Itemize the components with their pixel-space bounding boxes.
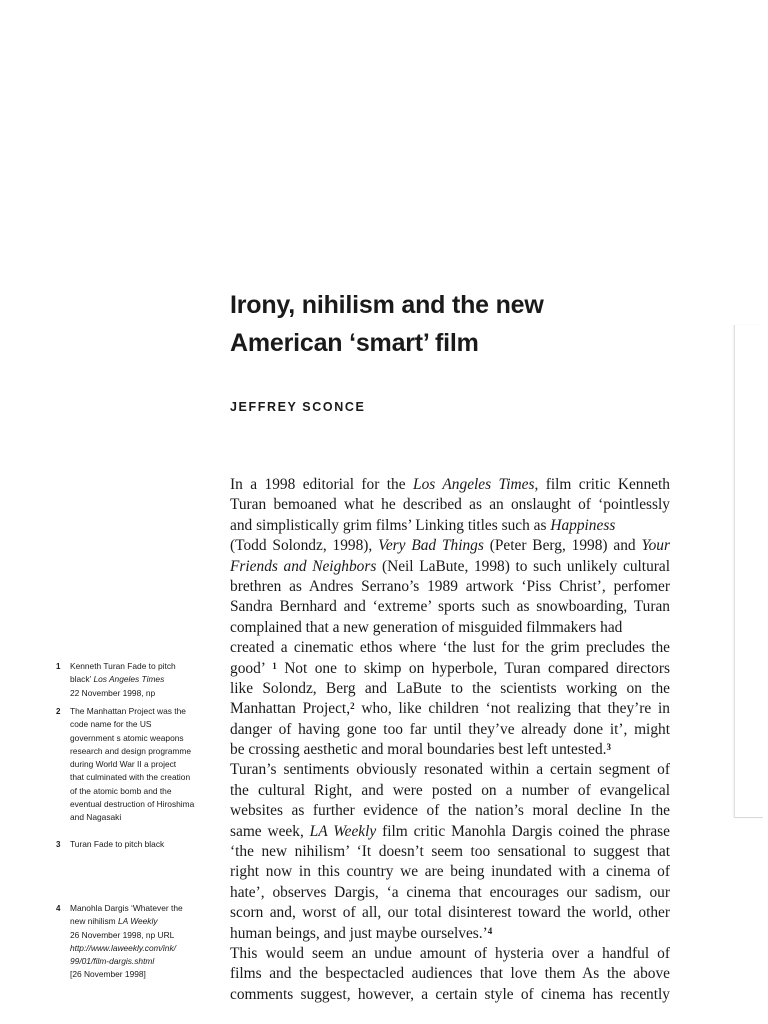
italic-text: Your <box>641 537 670 555</box>
body-line: like Solondz, Berg and LaBute to the scientists working on the <box>230 679 670 697</box>
footnote-line: eventual destruction of Hiroshima <box>70 799 195 810</box>
footnote-line: 26 November 1998, np URL <box>70 929 175 940</box>
footnote-number: 2 <box>56 707 61 716</box>
footnote-marker: 1 <box>272 660 277 671</box>
footnote <box>56 902 216 982</box>
footnote-line: government s atomic weapons <box>70 732 184 743</box>
body-line: comments suggest, however, a certain style of cinema has recently <box>230 985 670 1003</box>
title-line-1: Irony, nihilism and the new <box>230 291 544 319</box>
body-line: Sandra Bernhard and ‘extreme’ sports such as snowboarding, Turan <box>230 598 670 616</box>
footnote-line: during World War II a project <box>70 759 177 770</box>
body-line: scorn and, worst of all, our total disinterest toward the world, other <box>230 904 670 922</box>
footnote-text <box>70 660 216 700</box>
footnote-line: The Manhattan Project was the <box>70 706 186 716</box>
author-name: JEFFREY SCONCE <box>230 400 366 414</box>
title-line-2: American ‘smart’ film <box>230 329 479 357</box>
body-line: In a 1998 editorial for the Los Angeles Times, film critic Kenneth <box>230 476 670 493</box>
italic-text: Friends and Neighbors <box>230 557 377 575</box>
body-line: Manhattan Project,$^2$ who, like children ‘not realizing that they’re in <box>230 700 671 718</box>
footnote-line: research and design programme <box>70 745 192 756</box>
italic-text: Los Angeles Times <box>413 476 535 493</box>
body-line: human beings, and just maybe ourselves.’$^4$ <box>230 924 493 942</box>
footnote-text <box>70 902 216 982</box>
body-line: good’ $^1$ Not one to skimp on hyperbole, Turan compared directors <box>230 659 670 677</box>
footnote-line: [26 November 1998] <box>70 969 146 980</box>
italic-text: LA Weekly <box>117 916 158 927</box>
margin-panel-edge <box>734 325 763 818</box>
footnote-line: that culminated with the creation <box>70 772 191 783</box>
footnote-line: code name for the US <box>70 719 152 730</box>
footnote <box>56 705 216 825</box>
footnote-text <box>70 705 216 825</box>
italic-text: 99/01/film-dargis.shtml <box>70 956 155 967</box>
body-line: films and the bespectacled audiences that love them As the above <box>230 965 670 983</box>
footnote-marker: 2 <box>350 701 355 712</box>
footnote-number: 1 <box>56 662 61 671</box>
italic-text: LA Weekly <box>309 822 377 840</box>
body-line: same week, LA Weekly film critic Manohla Dargis coined the phrase <box>230 822 670 840</box>
footnote <box>56 660 216 700</box>
body-line: created a cinematic ethos where ‘the lust for the grim precludes the <box>230 639 670 657</box>
body-line: brethren as Andres Serrano’s 1989 artwork ‘Piss Christ’, perfomer <box>230 577 670 595</box>
footnote <box>56 838 216 851</box>
body-line: the cultural Right, and were posted on a number of evangelical <box>230 781 670 799</box>
footnote-marker: 3 <box>606 742 612 753</box>
article-title <box>230 286 690 362</box>
footnote-line: and Nagasaki <box>70 812 122 823</box>
body-line: hate’, observes Dargis, ‘a cinema that encourages our sadism, our <box>230 883 670 901</box>
article-body <box>230 475 670 1005</box>
footnote-number: 3 <box>56 840 61 849</box>
footnote-line <box>70 942 216 955</box>
body-line: Friends and Neighbors (Neil LaBute, 1998) to such unlikely cultural <box>230 557 670 575</box>
body-line: be crossing aesthetic and moral boundaries best left untested.$^3$ <box>230 741 612 759</box>
italic-text: Happiness <box>550 516 616 534</box>
body-line: danger of having gone too far until they’ve already done it’, might <box>230 720 670 738</box>
footnote-marker: 4 <box>487 925 493 936</box>
italic-text: http://www.laweekly.com/ink/ <box>70 942 176 953</box>
footnote-number: 4 <box>56 904 61 913</box>
footnote-text <box>70 838 216 851</box>
italic-text: Los Angeles Times <box>93 674 165 685</box>
body-line: (Todd Solondz, 1998), Very Bad Things (Peter Berg, 1998) and Your <box>230 537 670 555</box>
body-line: Turan’s sentiments obviously resonated within a certain segment of <box>230 761 670 779</box>
body-line: ‘the new nihilism’ ‘It doesn’t seem too sensational to suggest that <box>230 843 670 861</box>
footnote-line: 22 November 1998, np <box>70 687 156 698</box>
body-line: Turan bemoaned what he described as an onslaught of ‘pointlessly <box>230 496 670 514</box>
footnote-line: Kenneth Turan Fade to pitch <box>70 661 176 671</box>
footnote-line: Manohla Dargis ‘Whatever the <box>70 903 183 913</box>
body-line: websites as further evidence of the nation’s moral decline In the <box>230 802 670 820</box>
footnote-line <box>70 955 216 968</box>
italic-text: Very Bad Things <box>378 537 484 555</box>
footnote-line: new nihilism LA Weekly <box>70 916 158 927</box>
body-line: This would seem an undue amount of hysteria over a handful of <box>230 944 670 962</box>
footnote-line: of the atomic bomb and the <box>70 785 172 796</box>
footnote-line: Turan Fade to pitch black <box>70 839 165 849</box>
body-line: right now in this country we are being inundated with a cinema of <box>230 863 670 881</box>
body-line: complained that a new generation of misguided filmmakers had <box>230 618 623 636</box>
footnote-line: black’ Los Angeles Times <box>70 674 165 685</box>
body-line: and simplistically grim films’ Linking titles such as Happiness <box>230 516 616 534</box>
